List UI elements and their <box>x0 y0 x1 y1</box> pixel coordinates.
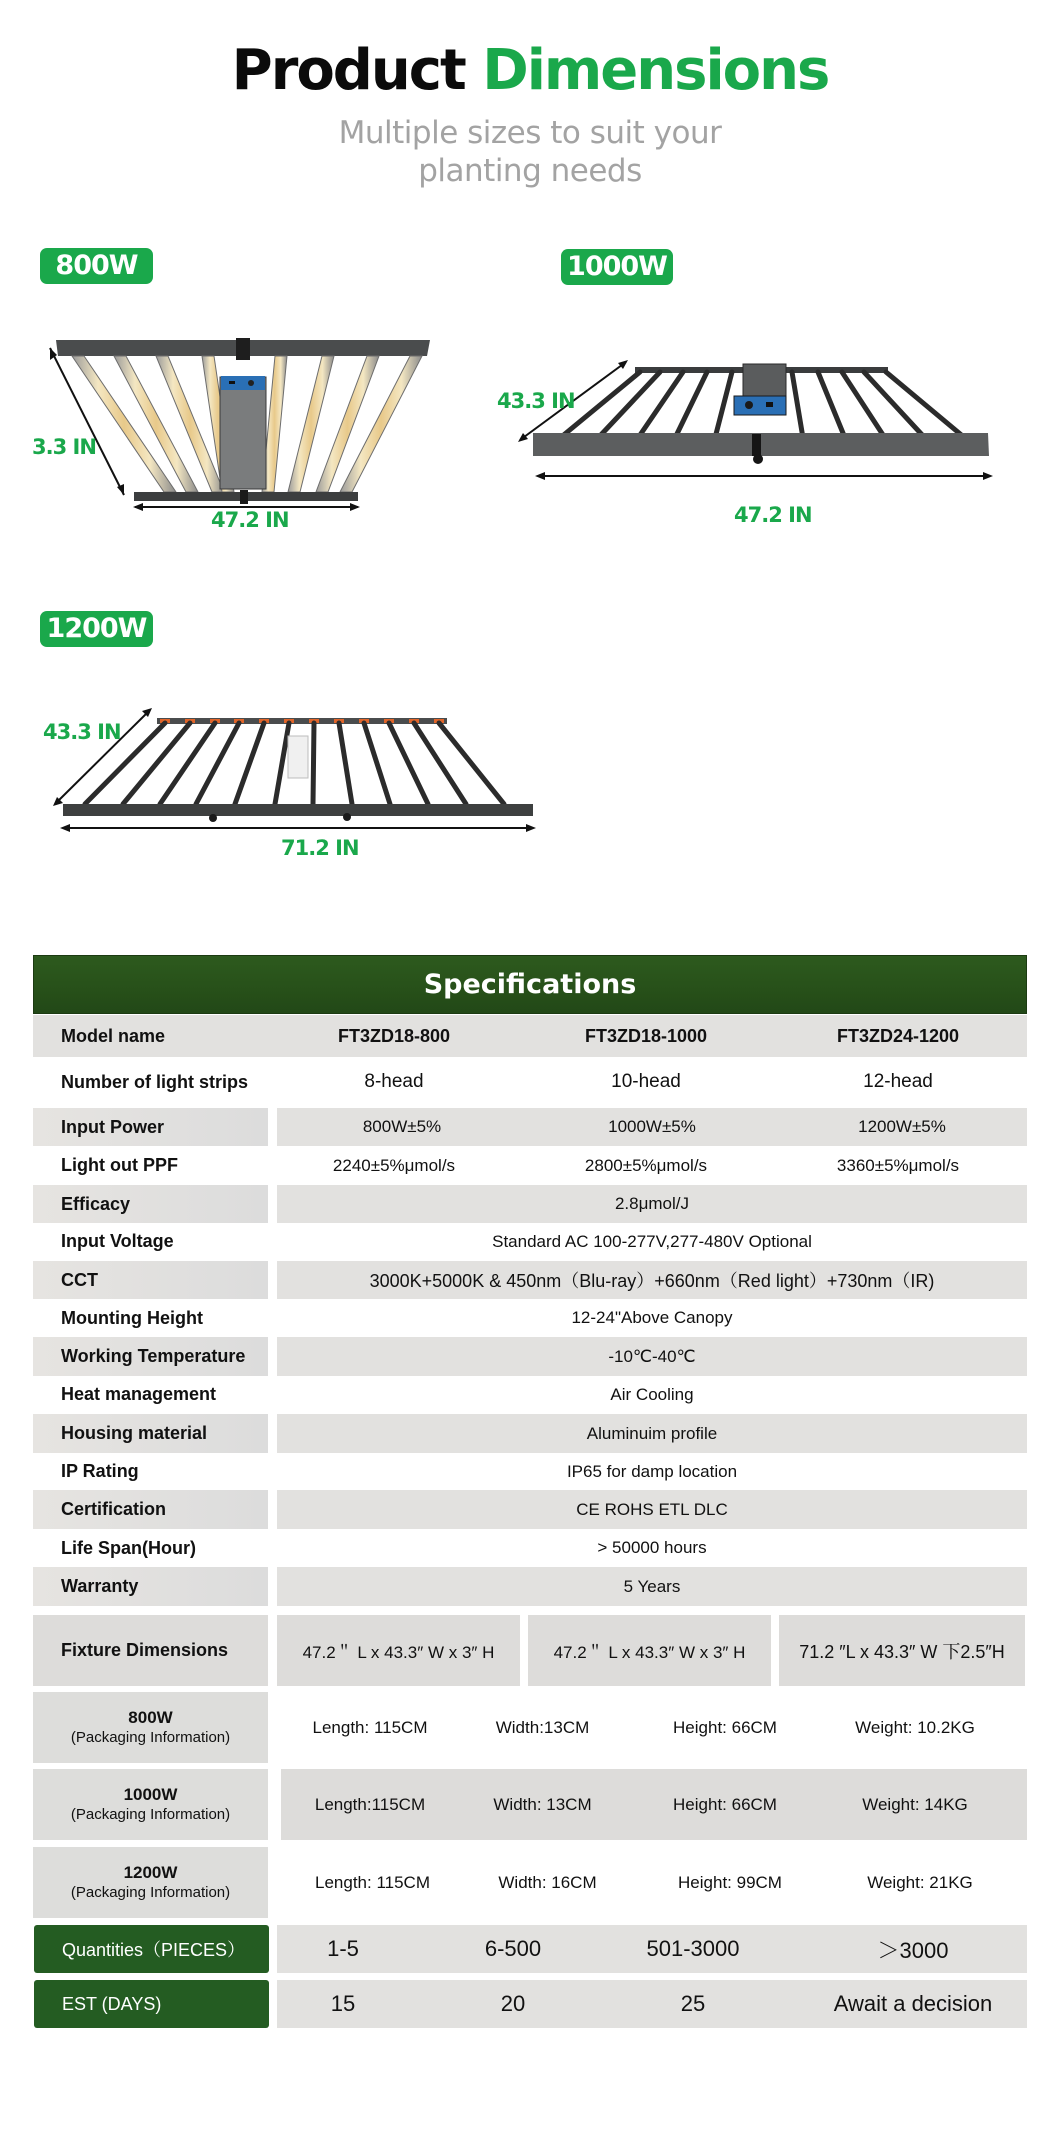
grow-light-1000w-image <box>500 340 1060 510</box>
subtitle-line-2: planting needs <box>418 153 642 189</box>
spec-row-warranty <box>33 1567 1027 1606</box>
badge-1000w: 1000W <box>561 249 673 285</box>
grow-light-800w-image <box>0 320 480 540</box>
spec-row-heat <box>33 1376 1027 1413</box>
spec-row-lifespan <box>33 1529 1027 1567</box>
packaging-length: Length: 115CM <box>312 1717 428 1737</box>
spec-row-efficacy <box>33 1185 1027 1223</box>
dim-depth-800w: 3.3 IN <box>32 435 96 459</box>
spec-value: Standard AC 100-277V,277-480V Optional <box>492 1231 812 1251</box>
spec-label: Life Span(Hour) <box>61 1537 196 1558</box>
spec-row-voltage <box>33 1223 1027 1260</box>
quantity-tier: ＞3000 <box>877 1937 949 1963</box>
spec-row-temperature <box>33 1337 1027 1376</box>
packaging-length: Length: 115CM <box>315 1872 430 1892</box>
packaging-weight: Weight: 10.2KG <box>855 1717 975 1737</box>
spec-label: CCT <box>33 1261 268 1299</box>
dim-width-1000w: 47.2 IN <box>734 503 812 527</box>
spec-value: 71.2 ″L x 43.3″ W 下2.5″H <box>779 1615 1025 1686</box>
packaging-label <box>33 1769 268 1840</box>
page-subtitle <box>0 114 1060 190</box>
spec-value: 3000K+5000K & 450nm（Blu-ray）+660nm（Red light）+730nm（IR) <box>277 1261 1027 1299</box>
packaging-model: 800W <box>128 1708 173 1727</box>
packaging-width: Width: 13CM <box>493 1794 592 1814</box>
spec-value: 5 Years <box>277 1567 1027 1606</box>
spec-value: 12-head <box>863 1071 933 1092</box>
spec-value: FT3ZD18-800 <box>337 1025 451 1046</box>
est-days-row <box>33 1980 1027 2028</box>
dim-width-800w: 47.2 IN <box>211 508 289 532</box>
packaging-label <box>33 1692 268 1763</box>
quantities-row <box>33 1925 1027 1973</box>
quantity-tier: 501-3000 <box>646 1936 740 1961</box>
spec-value: 2800±5%μmol/s <box>584 1155 708 1175</box>
spec-row-input-power <box>33 1108 1027 1146</box>
packaging-weight: Weight: 14KG <box>862 1794 968 1814</box>
quantity-tier: 1-5 <box>327 1936 359 1961</box>
spec-value: Air Cooling <box>610 1384 694 1404</box>
packaging-model: 1200W <box>123 1863 178 1882</box>
packaging-subtitle: (Packaging Information) <box>70 1729 231 1746</box>
est-days-label: EST (DAYS) <box>34 1980 269 2028</box>
packaging-height: Height: 66CM <box>673 1794 777 1814</box>
spec-value: 47.2＂ L x 43.3″ W x 3″ H <box>277 1615 520 1686</box>
subtitle-line-1: Multiple sizes to suit your <box>338 115 722 151</box>
spec-value: 47.2＂ L x 43.3″ W x 3″ H <box>528 1615 771 1686</box>
spec-value: 8-head <box>364 1071 424 1092</box>
spec-label: Number of light strips <box>61 1071 249 1092</box>
badge-800w: 800W <box>40 248 153 284</box>
spec-label: Input Power <box>33 1108 268 1146</box>
spec-value: > 50000 hours <box>597 1538 707 1557</box>
packaging-length: Length:115CM <box>314 1794 426 1814</box>
est-days-value: 20 <box>500 1991 526 2016</box>
spec-label: Warranty <box>33 1567 268 1606</box>
spec-value: 2.8μmol/J <box>277 1185 1027 1223</box>
spec-label: Certification <box>33 1490 268 1529</box>
dim-width-1200w: 71.2 IN <box>281 836 359 860</box>
spec-value: 3360±5%μmol/s <box>836 1155 960 1175</box>
spec-value: 12-24"Above Canopy <box>571 1308 733 1327</box>
spec-label: Model name <box>61 1025 166 1046</box>
spec-row-mounting <box>33 1299 1027 1337</box>
spec-row-model <box>33 1015 1027 1057</box>
spec-row-housing <box>33 1414 1027 1453</box>
dim-depth-1200w: 43.3 IN <box>43 720 121 744</box>
spec-label: Input Voltage <box>61 1231 174 1251</box>
packaging-label <box>33 1847 268 1918</box>
spec-row-ip <box>33 1453 1027 1490</box>
spec-label: IP Rating <box>61 1461 139 1481</box>
spec-value: IP65 for damp location <box>566 1461 738 1481</box>
spec-label: Fixture Dimensions <box>33 1615 268 1686</box>
spec-row-fixture-dimensions <box>33 1615 1027 1686</box>
spec-row-certification <box>33 1490 1027 1529</box>
packaging-weight: Weight: 21KG <box>867 1872 973 1892</box>
dim-depth-1000w: 43.3 IN <box>497 389 575 413</box>
packaging-width: Width: 16CM <box>498 1872 597 1892</box>
spec-label: Light out PPF <box>61 1155 178 1175</box>
packaging-width: Width:13CM <box>495 1717 590 1737</box>
packaging-height: Height: 66CM <box>673 1717 777 1737</box>
est-days-value: Await a decision <box>833 1991 993 2016</box>
spec-value: 1200W±5% <box>858 1117 946 1136</box>
packaging-row-800w <box>33 1692 1027 1763</box>
est-days-value: 25 <box>680 1991 706 2016</box>
spec-value: FT3ZD18-1000 <box>584 1025 708 1046</box>
spec-value: 2240±5%μmol/s <box>332 1155 456 1175</box>
quantities-label: Quantities（PIECES） <box>34 1925 269 1973</box>
packaging-subtitle: (Packaging Information) <box>70 1806 231 1823</box>
spec-label: Heat management <box>61 1384 217 1404</box>
spec-value: 1000W±5% <box>608 1117 696 1136</box>
specifications-header: Specifications <box>33 955 1027 1014</box>
spec-label: Working Temperature <box>33 1337 268 1376</box>
est-days-value: 15 <box>330 1991 356 2016</box>
spec-value: 10-head <box>611 1071 681 1092</box>
title-product: Product <box>231 38 465 103</box>
spec-value: FT3ZD24-1200 <box>836 1025 960 1046</box>
packaging-subtitle: (Packaging Information) <box>70 1884 231 1901</box>
spec-label: Mounting Height <box>61 1307 203 1328</box>
quantity-tier: 6-500 <box>484 1936 542 1961</box>
packaging-row-1200w <box>33 1847 1027 1918</box>
spec-row-cct <box>33 1261 1027 1299</box>
packaging-row-1000w <box>33 1769 1027 1840</box>
spec-value: -10℃-40℃ <box>277 1337 1027 1376</box>
spec-row-strips <box>33 1057 1027 1107</box>
badge-1200w: 1200W <box>40 611 153 647</box>
spec-value: CE ROHS ETL DLC <box>277 1490 1027 1529</box>
title-dimensions: Dimensions <box>482 38 829 103</box>
packaging-height: Height: 99CM <box>678 1872 782 1892</box>
spec-value: Aluminuim profile <box>277 1414 1027 1453</box>
spec-value: 800W±5% <box>362 1117 442 1136</box>
spec-label: Housing material <box>33 1414 268 1453</box>
packaging-model: 1000W <box>123 1785 178 1804</box>
spec-row-ppf <box>33 1146 1027 1185</box>
spec-label: Efficacy <box>33 1185 268 1223</box>
page-title <box>0 36 1060 106</box>
